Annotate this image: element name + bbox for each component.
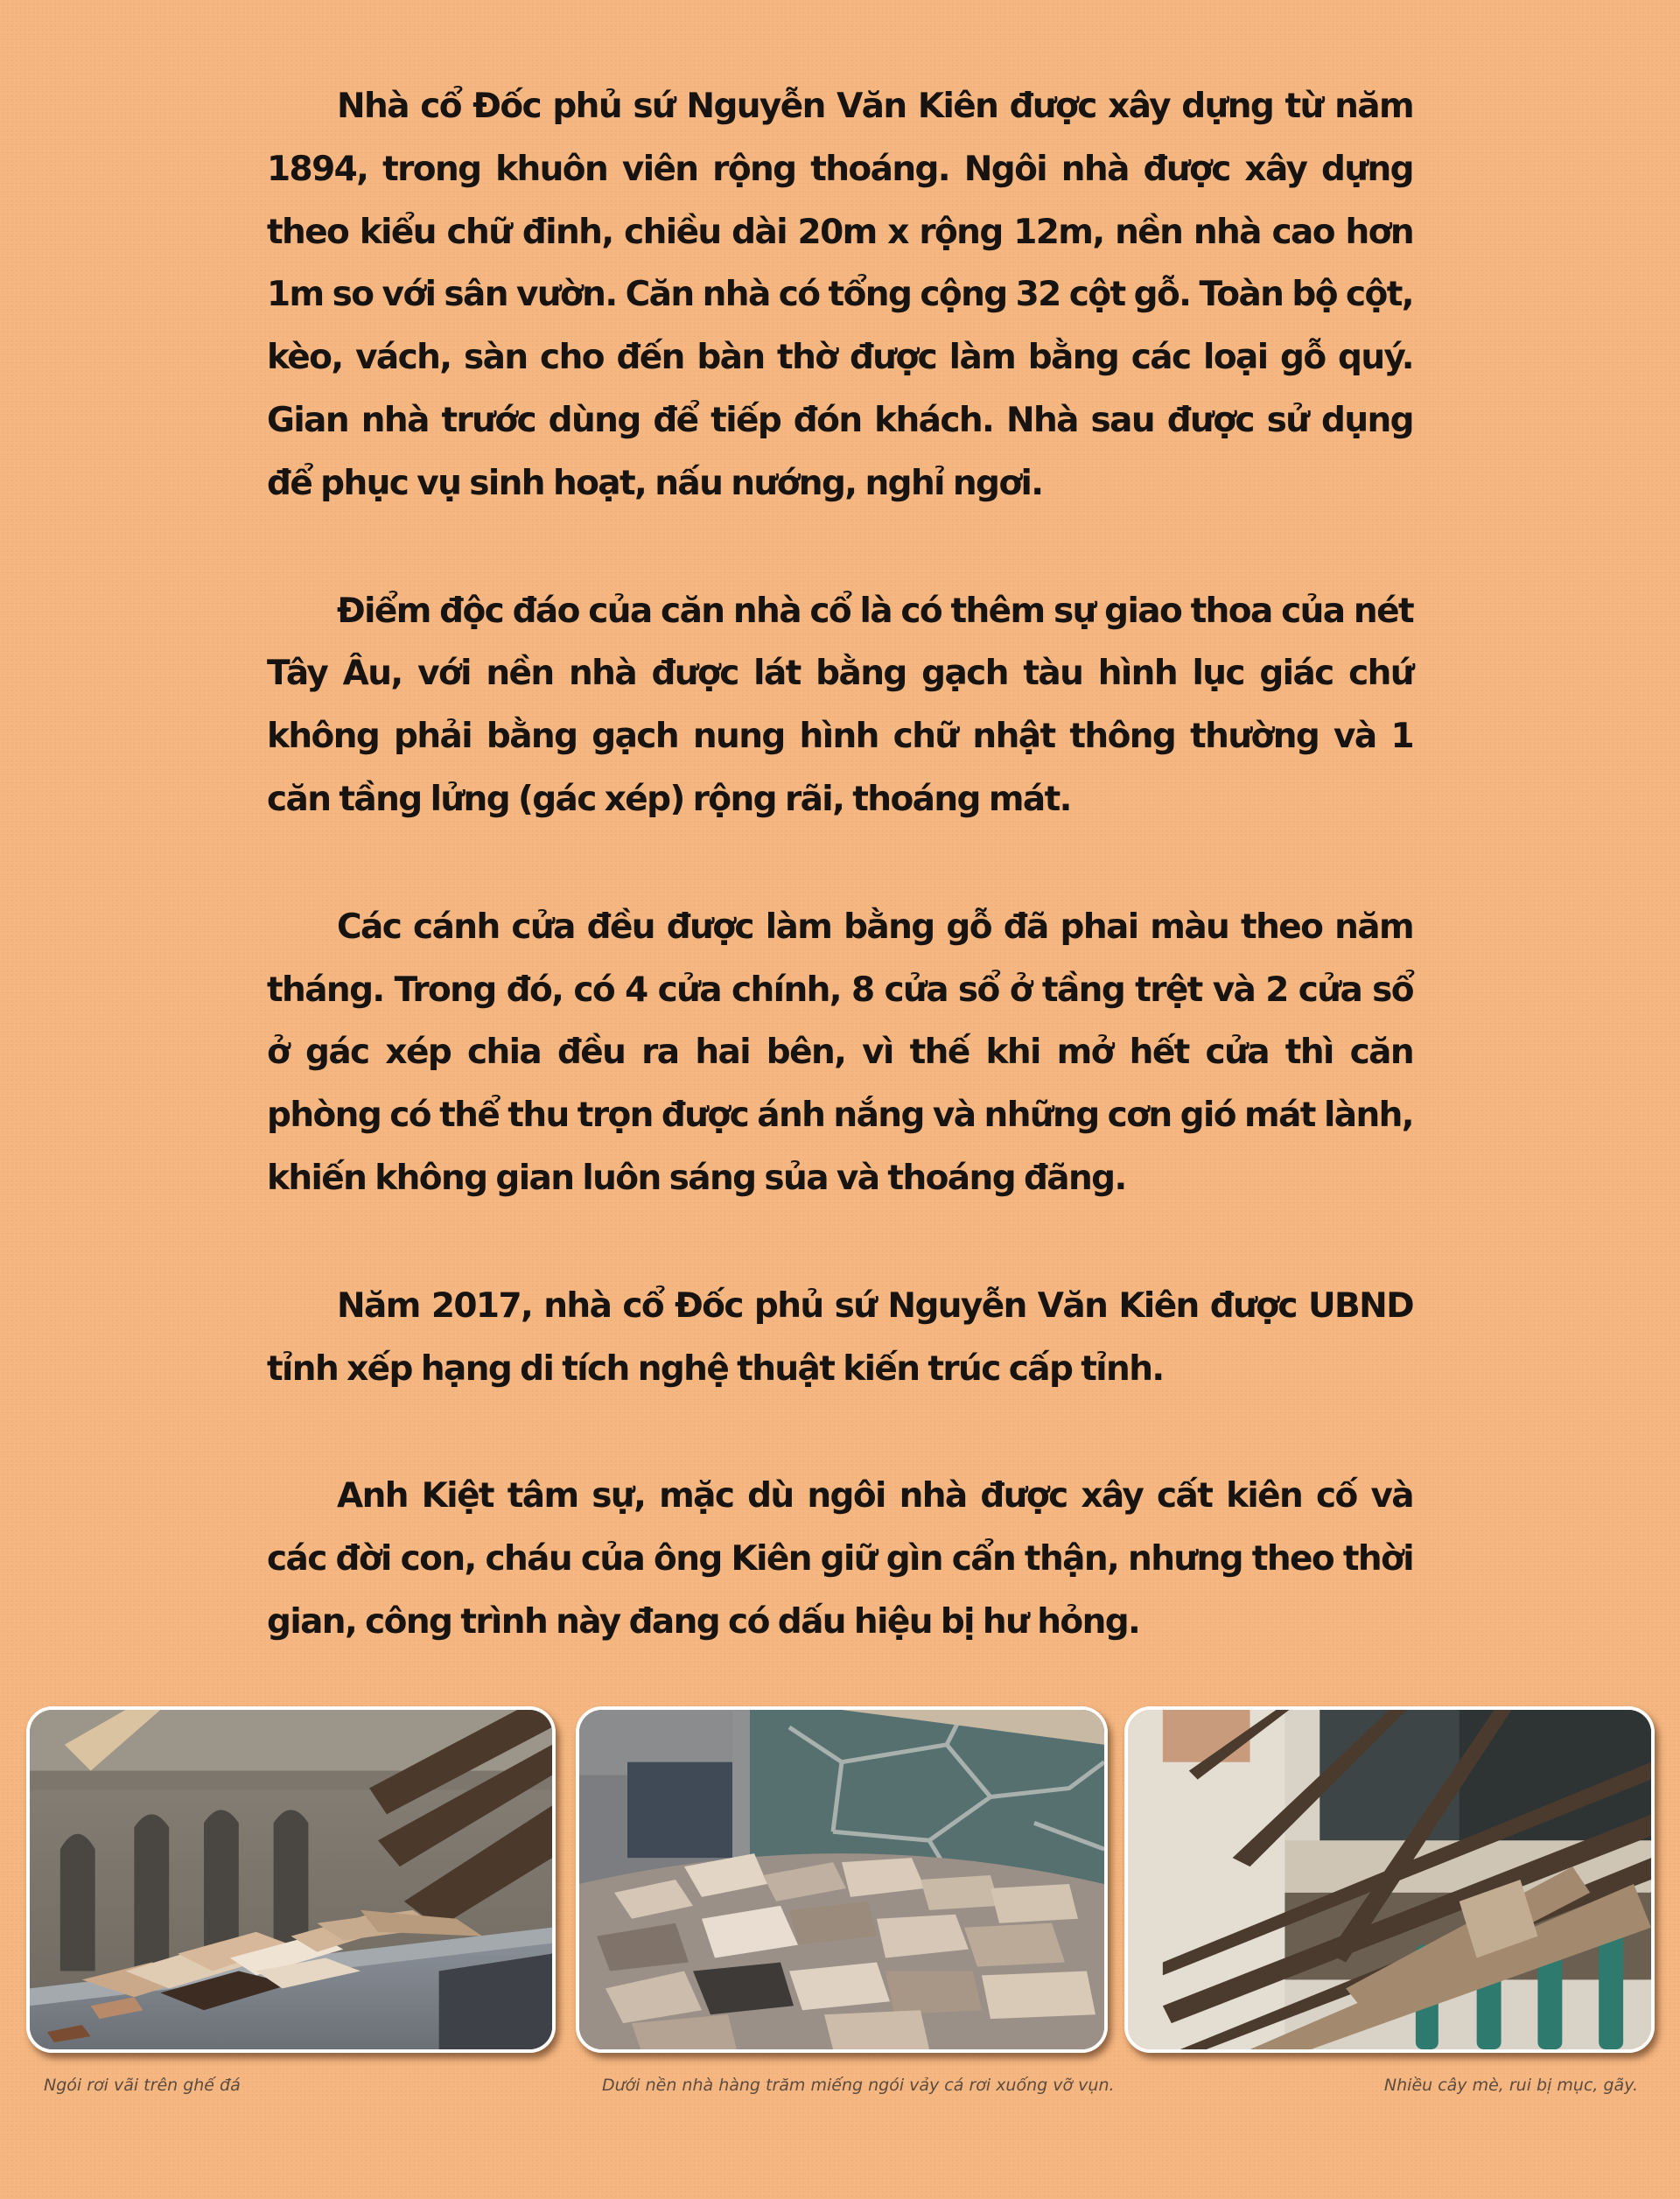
tiles-on-floor-image [579,1710,1104,2049]
caption-tiles-on-bench: Ngói rơi vãi trên ghế đá [44,2075,241,2095]
broken-battens-image [1128,1710,1651,2049]
paragraph-doors-windows: Các cánh cửa đều được làm bằng gỗ đã phai màu theo năm tháng. Trong đó, có 4 cửa chính, 8 cửa sổ ở tầng trệt và 2 cửa sổ ở gác xép chia đều ra hai bên, vì thế khi mở hết cửa thì căn phòng có thể thu trọn được ánh nắng và những cơn gió mát lành, khiến không gian luôn sáng sủa và thoáng đãng. [267,907,1413,1198]
caption-tiles-on-floor: Dưới nền nhà hàng trăm miếng ngói vảy cá rơi xuống vỡ vụn. [602,2075,1115,2095]
caption-broken-battens: Nhiều cây mè, rui bị mục, gãy. [1383,2075,1638,2095]
photo-broken-battens [1124,1706,1655,2053]
photo-gallery [0,1706,1680,2118]
photo-tiles-on-bench [26,1706,556,2053]
tiles-on-bench-image [30,1710,552,2049]
photo-tiles-on-floor [576,1706,1108,2053]
article-body [267,75,1413,1654]
paragraph-heritage-ranking: Năm 2017, nhà cổ Đốc phủ sứ Nguyễn Văn Kiên được UBND tỉnh xếp hạng di tích nghệ thuật kiến trúc cấp tỉnh. [267,1285,1413,1389]
paragraph-deterioration: Anh Kiệt tâm sự, mặc dù ngôi nhà được xây cất kiên cố và các đời con, cháu của ông Kiên giữ gìn cẩn thận, nhưng theo thời gian, công trình này đang có dấu hiệu bị hư hỏng. [267,1476,1413,1642]
paragraph-history: Nhà cổ Đốc phủ sứ Nguyễn Văn Kiên được xây dựng từ năm 1894, trong khuôn viên rộng thoáng. Ngôi nhà được xây dựng theo kiểu chữ đinh, chiều dài 20m x rộng 12m, nền nhà cao hơn 1m so với sân vườn. Căn nhà có tổng cộng 32 cột gỗ. Toàn bộ cột, kèo, vách, sàn cho đến bàn thờ được làm bằng các loại gỗ quý. Gian nhà trước dùng để tiếp đón khách. Nhà sau được sử dụng để phục vụ sinh hoạt, nấu nướng, nghỉ ngơi. [267,87,1413,503]
paragraph-architecture: Điểm độc đáo của căn nhà cổ là có thêm sự giao thoa của nét Tây Âu, với nền nhà được lát bằng gạch tàu hình lục giác chứ không phải bằng gạch nung hình chữ nhật thông thường và 1 căn tầng lửng (gác xép) rộng rãi, thoáng mát. [267,591,1413,819]
